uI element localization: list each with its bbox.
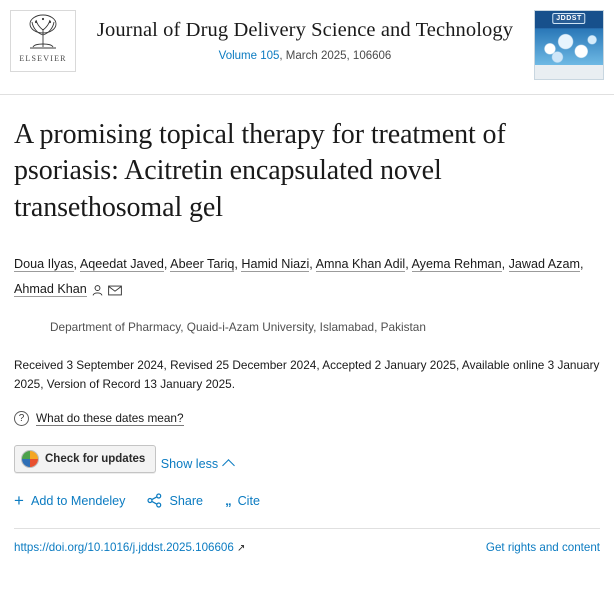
show-less-toggle[interactable]	[161, 457, 233, 471]
cover-artwork	[535, 29, 603, 65]
publication-history: Received 3 September 2024, Revised 25 December 2024, Accepted 2 January 2025, Available online 3 January 2025, Version of Record 13 January 2025.	[14, 358, 600, 392]
author-name[interactable]: Doua Ilyas	[14, 257, 74, 272]
author-sep: ,	[309, 257, 316, 272]
author-sep: ,	[73, 257, 80, 272]
author-name[interactable]: Hamid Niazi	[241, 257, 310, 272]
add-to-mendeley-label: Add to Mendeley	[30, 493, 126, 508]
author-list	[14, 252, 600, 302]
issue-date-pages: , March 2025, 106606	[279, 49, 392, 62]
person-icon[interactable]	[91, 284, 104, 297]
journal-title: Journal of Drug Delivery Science and Technology	[96, 19, 514, 41]
plus-icon: +	[14, 490, 24, 510]
volume-link[interactable]: Volume 105	[218, 49, 280, 62]
cover-badge-label: JDDST	[552, 13, 585, 24]
journal-cover-image[interactable]	[534, 10, 604, 80]
cover-footer-band	[535, 65, 603, 79]
author-name[interactable]: Ahmad Khan	[14, 281, 87, 296]
share-button[interactable]	[147, 493, 203, 508]
elsevier-tree-icon	[21, 13, 65, 53]
share-icon	[147, 493, 162, 508]
cite-button[interactable]	[225, 493, 260, 508]
doi-link[interactable]: https://doi.org/10.1016/j.jddst.2025.106606	[14, 541, 234, 555]
journal-issue	[76, 50, 534, 62]
author-sep: ,	[405, 257, 412, 272]
doi-rights-row	[14, 529, 600, 554]
question-mark-icon: ?	[14, 411, 29, 426]
author-item[interactable]	[241, 257, 309, 272]
get-rights-and-content-link[interactable]: Get rights and content	[485, 541, 600, 555]
author-name[interactable]: Ayema Rehman	[411, 257, 502, 272]
quote-icon: „	[225, 493, 231, 509]
envelope-icon[interactable]	[108, 285, 122, 296]
author-sep: ,	[501, 257, 509, 272]
doi-link-wrap	[14, 541, 245, 554]
dates-explainer[interactable]	[14, 411, 600, 426]
article-actions	[14, 490, 600, 510]
article-body	[0, 117, 614, 554]
crossmark-icon	[21, 450, 39, 468]
cite-label: Cite	[237, 493, 260, 508]
author-item[interactable]	[80, 257, 164, 272]
header-divider	[0, 94, 614, 95]
dates-explainer-label[interactable]: What do these dates mean?	[36, 411, 184, 426]
share-label: Share	[169, 493, 204, 508]
author-item[interactable]	[170, 257, 234, 272]
author-item[interactable]	[509, 257, 580, 272]
author-sep: ,	[163, 257, 171, 272]
author-item[interactable]	[412, 257, 502, 272]
author-item[interactable]	[14, 282, 87, 297]
author-name[interactable]: Amna Khan Adil	[315, 257, 406, 272]
show-less-label: Show less	[160, 457, 219, 472]
affiliation: Department of Pharmacy, Quaid-i-Azam University, Islamabad, Pakistan	[50, 320, 426, 335]
author-sep: ,	[234, 257, 242, 272]
page-title: A promising topical therapy for treatment of psoriasis: Acitretin encapsulated novel transethosomal gel	[14, 119, 506, 223]
crossmark-button[interactable]	[14, 445, 156, 473]
journal-meta	[76, 10, 534, 62]
elsevier-logo[interactable]	[10, 10, 76, 72]
elsevier-wordmark: ELSEVIER	[19, 54, 67, 63]
journal-header	[0, 0, 614, 84]
crossmark-label: Check for updates	[45, 453, 146, 466]
author-sep: ,	[579, 257, 584, 272]
external-link-icon: ↗	[237, 543, 246, 555]
author-name[interactable]: Jawad Azam	[508, 257, 580, 272]
add-to-mendeley-button[interactable]	[14, 490, 126, 510]
chevron-up-icon	[222, 460, 235, 473]
corresponding-author-icons	[91, 278, 126, 303]
author-name[interactable]: Abeer Tariq	[170, 257, 235, 272]
author-item[interactable]	[14, 257, 74, 272]
author-name[interactable]: Aqeedat Javed	[79, 257, 164, 272]
author-item[interactable]	[316, 257, 406, 272]
